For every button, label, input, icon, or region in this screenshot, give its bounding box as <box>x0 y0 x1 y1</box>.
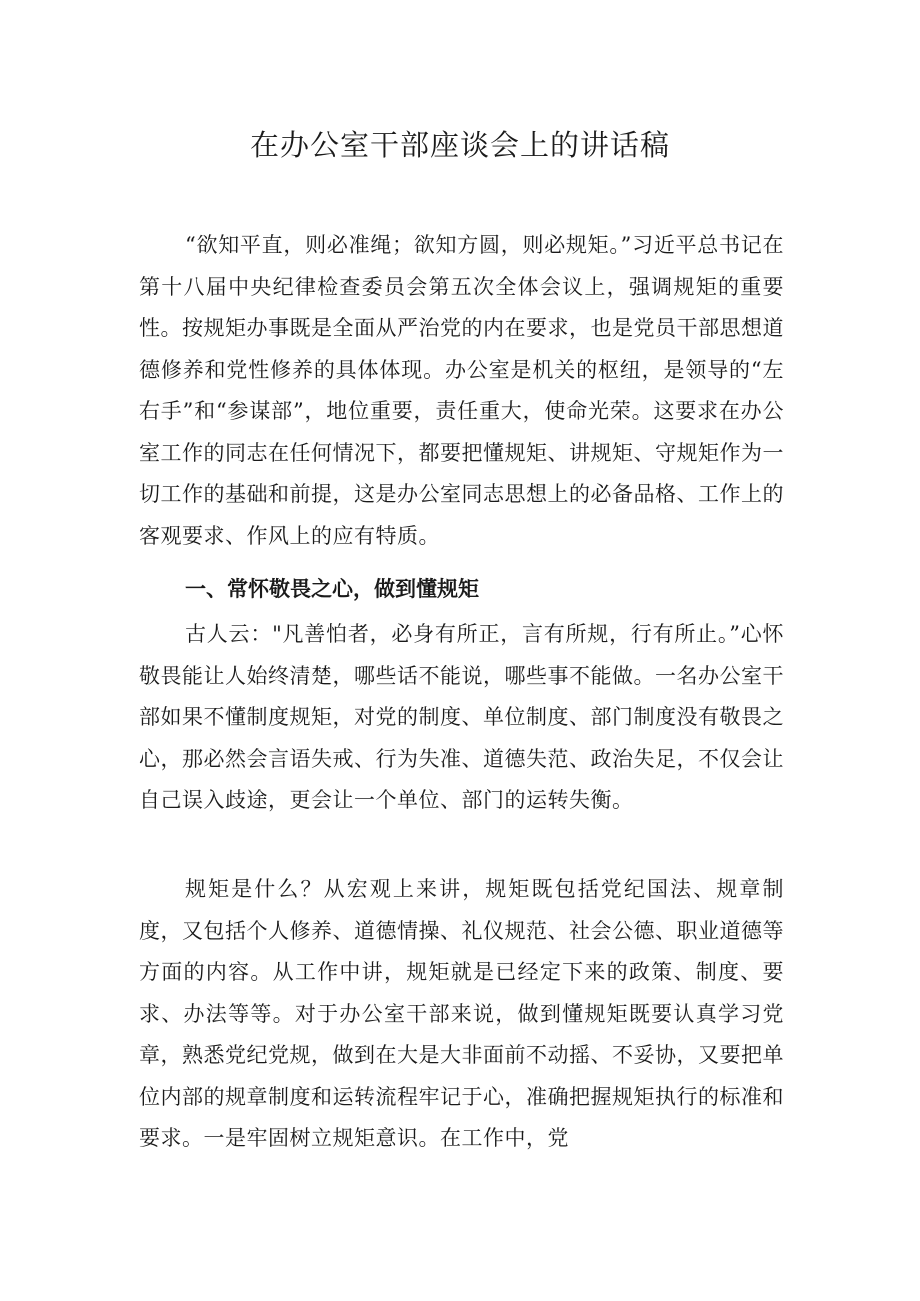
paragraph-what-are-rules: 规矩是什么？从宏观上来讲，规矩既包括党纪国法、规章制度，又包括个人修养、道德情操、礼仪规范、社会公德、职业道德等方面的内容。从工作中讲，规矩就是已经定下来的政策、制度、要求、办法等等。对于办公室干部来说，做到懂规矩既要认真学习党章，熟悉党纪党规，做到在大是大非面前不动摇、不妥协，又要把单位内部的规章制度和运转流程牢记于心，准确把握规矩执行的标准和要求。一是牢固树立规矩意识。在工作中，党 <box>139 877 784 1150</box>
paragraph-ancient-saying: 古人云："凡善怕者，必身有所正，言有所规，行有所止。”心怀敬畏能让人始终清楚，哪些话不能说，哪些事不能做。一名办公室干部如果不懂制度规矩，对党的制度、单位制度、部门制度没有敬畏之心，那必然会言语失戒、行为失准、道德失范、政治失足，不仅会让自己误入歧途，更会让一个单位、部门的运转失衡。 <box>139 622 784 812</box>
paragraph-intro: “欲知平直，则必准绳；欲知方圆，则必规矩。”习近平总书记在第十八届中央纪律检查委员会第五次全体会议上，强调规矩的重要性。按规矩办事既是全面从严治党的内在要求，也是党员干部思想道德修养和党性修养的具体体现。办公室是机关的枢纽，是领导的“左右手”和“参谋部”，地位重要，责任重大，使命光荣。这要求在办公室工作的同志在任何情况下，都要把懂规矩、讲规矩、守规矩作为一切工作的基础和前提，这是办公室同志思想上的必备品格、工作上的客观要求、作风上的应有特质。 <box>139 233 784 548</box>
section-heading-1: 一、常怀敬畏之心，做到懂规矩 <box>185 577 479 601</box>
document-title: 在办公室干部座谈会上的讲话稿 <box>249 128 670 162</box>
